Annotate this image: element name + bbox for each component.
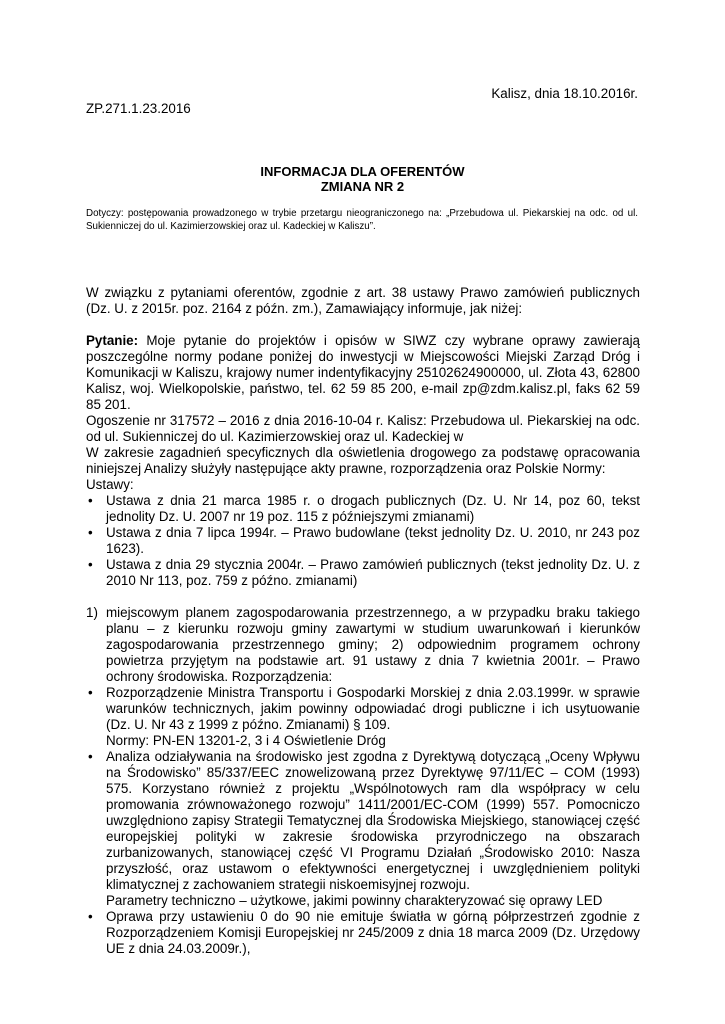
intro-paragraph: W związku z pytaniami oferentów, zgodnie z art. 38 ustawy Prawo zamówień publicznych (Dz. U. z 2015r. poz. 2164 z późn. zm.), Zamawiający informuje, jak niżej: — [86, 285, 640, 316]
bullet-icon: • — [88, 685, 93, 700]
regulation-note: Normy: PN-EN 13201-2, 3 i 4 Oświetlenie Dróg — [106, 733, 386, 748]
regulation-text: Rozporządzenie Ministra Transportu i Gospodarki Morskiej z dnia 2.03.1999r. w sprawie warunków technicznych, jakim powinny odpowiadać drogi publiczne i ich usytuowanie (Dz. U. Nr 43 z 1999 z późno. Zmianami) § 109. — [106, 685, 640, 732]
bullet-icon: • — [88, 525, 93, 540]
bullet-icon: • — [88, 749, 93, 764]
numbered-item — [86, 605, 640, 685]
list-item — [86, 909, 640, 957]
bullet-icon: • — [88, 909, 93, 924]
title-line-1: INFORMACJA DLA OFERENTÓW — [260, 164, 465, 179]
acts-label: Ustawy: — [86, 477, 134, 492]
bullet-icon: • — [88, 557, 93, 572]
act-text: Ustawa z dnia 29 stycznia 2004r. – Prawo zamówień publicznych (tekst jednolity Dz. U. z 2010 Nr 113, poz. 759 z późno. zmianami) — [106, 557, 640, 588]
scope-paragraph: W zakresie zagadnień specyficznych dla oświetlenia drogowego za podstawę opracowania niniejszej Analizy służyły następujące akty prawne, rozporządzenia oraz Polskie Normy: — [86, 445, 640, 476]
act-text: Ustawa z dnia 7 lipca 1994r. – Prawo budowlane (tekst jednolity Dz. U. 2010, nr 243 poz 1623). — [106, 525, 640, 556]
title-line-2: ZMIANA NR 2 — [320, 179, 405, 194]
list-item — [86, 685, 640, 733]
question-text: Moje pytanie do projektów i opisów w SIWZ czy wybrane oprawy zawierają poszczególne normy podane poniżej do inwestycji w Miejscowości Miejski Zarząd Dróg i Komunikacji w Kaliszu, krajowy numer indentyfikacyjny 25102624900000, ul. Złota 43, 62800 Kalisz, woj. Wielkopolskie, państwo, tel. 62 59 85 200, e-mail zp@zdm.kalisz.pl, faks 62 59 85 201. — [86, 333, 640, 412]
question-paragraph — [86, 333, 640, 413]
subject-line: Dotyczy: postępowania prowadzonego w trybie przetargu nieograniczonego na: „Przebudowa ul. Piekarskiej na odc. od ul. Sukienniczej do ul. Kazimierzowskiej oraz ul. Kadeckiej w Kaliszu”. — [86, 208, 638, 232]
bullet-icon: • — [88, 493, 93, 508]
regulation-note: Parametry techniczno – użytkowe, jakimi powinny charakteryzować się oprawy LED — [106, 893, 603, 908]
list-item — [86, 493, 640, 525]
list-item — [86, 525, 640, 557]
regulation-text: Analiza odziaływania na środowisko jest zgodna z Dyrektywą dotyczącą „Oceny Wpływu na Środowisko” 85/337/EEC znowelizowaną przez Dyrektywę 97/11/EC – COM (1993) 575. Korzystano również z projektu „Wspólnotowych ram dla współpracy w celu promowania zrównoważonego rozwoju” 1411/2001/EC-COM (1999) 557. Pomocniczo uwzględniono zapisy Strategii Tematycznej dla Środowiska Miejskiego, stanowiącej część europejskiej polityki w zakresie środowiska przyrodniczego na obszarach zurbanizowanych, stanowiącej część VI Programu Działań „Środowisko 2010: Nasza przyszłość, oraz ustawom o efektywności energetycznej i uwzględnieniem polityki klimatycznej z zachowaniem strategii niskoemisyjnej rozwoju. — [106, 749, 640, 892]
document-date: Kalisz, dnia 18.10.2016r. — [491, 86, 638, 101]
document-body — [86, 285, 640, 957]
list-item — [86, 749, 640, 893]
numbered-text: miejscowym planem zagospodarowania przestrzennego, a w przypadku braku takiego planu – z kierunku rozwoju gminy zawartymi w studium uwarunkowań i kierunków zagospodarowania przestrzennego gminy; 2) odpowiednim programem ochrony powietrza przyjętym na podstawie art. 91 ustawy z dnia 7 kwietnia 2001r. – Prawo ochrony środowiska. Rozporządzenia: — [106, 605, 640, 684]
act-text: Ustawa z dnia 21 marca 1985 r. o drogach publicznych (Dz. U. Nr 14, poz 60, tekst jednolity Dz. U. 2007 nr 19 poz. 115 z późniejszymi zmianami) — [106, 493, 640, 524]
numbered-label: 1) — [86, 605, 98, 620]
reference-number: ZP.271.1.23.2016 — [86, 101, 191, 116]
notice-paragraph: Ogoszenie nr 317572 – 2016 z dnia 2016-10-04 r. Kalisz: Przebudowa ul. Piekarskiej na odc. od ul. Sukienniczej do ul. Kazimierzowskiej oraz ul. Kadeckiej w — [86, 413, 640, 444]
regulation-text: Oprawa przy ustawieniu 0 do 90 nie emituje światła w górną półprzestrzeń zgodnie z Rozporządzeniem Komisji Europejskiej nr 245/2009 z dnia 18 marca 2009 (Dz. Urzędowy UE z dnia 24.03.2009r.), — [106, 909, 640, 956]
document-title — [0, 164, 725, 194]
question-label: Pytanie: — [86, 333, 139, 348]
list-item — [86, 557, 640, 589]
